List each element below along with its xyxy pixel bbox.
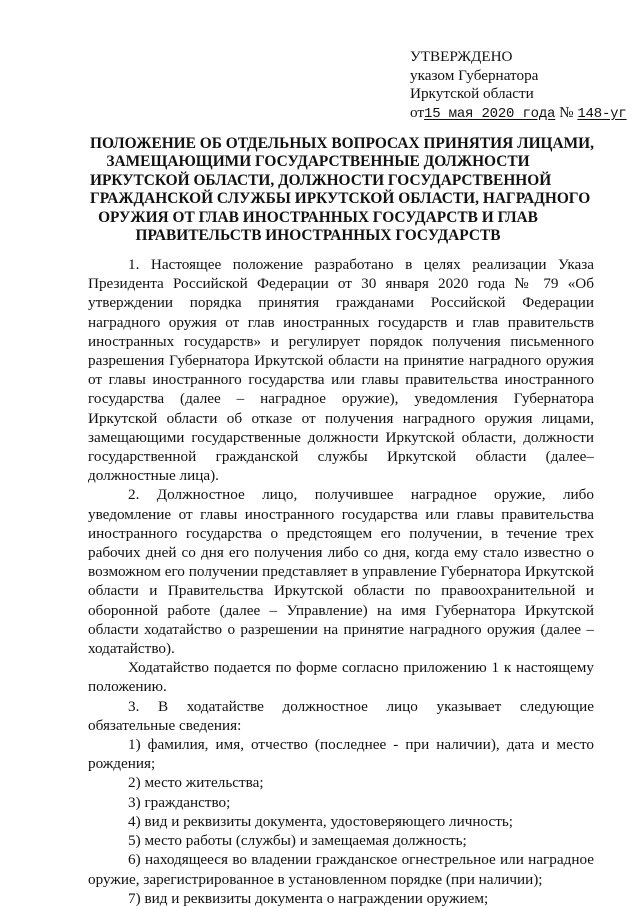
paragraph-4: 3. В ходатайстве должностное лицо указывает следующие обязательные сведения: <box>88 697 594 734</box>
document-body <box>88 255 594 908</box>
list-item: 1) фамилия, имя, отчество (последнее - при наличии), дата и место рождения; <box>88 736 594 773</box>
list-item: 2) место жительства; <box>128 774 264 792</box>
approval-date-prefix: от <box>410 103 425 121</box>
approval-number: 148-уг <box>577 105 627 122</box>
approval-stamp <box>410 48 635 123</box>
title-line: ЗАМЕЩАЮЩИМИ ГОСУДАРСТВЕННЫЕ ДОЛЖНОСТИ <box>106 153 530 171</box>
list-item: 3) гражданство; <box>128 793 231 811</box>
title-line: ПОЛОЖЕНИЕ ОБ ОТДЕЛЬНЫХ ВОПРОСАХ ПРИНЯТИЯ ЛИЦАМИ, <box>90 135 594 152</box>
title-line: ОРУЖИЯ ОТ ГЛАВ ИНОСТРАННЫХ ГОСУДАРСТВ И ГЛАВ <box>98 208 538 226</box>
paragraph-3: Ходатайство подается по форме согласно приложению 1 к настоящему положению. <box>88 659 594 696</box>
paragraph-2: 2. Должностное лицо, получившее наградное оружие, либо уведомление от главы иностранного государства или главы правительства иностранного государства о предстоящем его получении, в течение трех рабочих дней со дня его получения либо со дня, когда ему стало известно о возможном его получении представляет в управление Губернатора Иркутской области и Правительства Иркутской области по правоохранительной и оборонной работе (далее – Управление) на имя Губернатора Иркутской области ходатайство о разрешении на принятие наградного оружия (далее – ходатайство). <box>88 486 594 658</box>
approval-date: 15 мая 2020 года <box>424 105 556 122</box>
approval-number-prefix: № <box>559 103 574 121</box>
title-line: ИРКУТСКОЙ ОБЛАСТИ, ДОЛЖНОСТИ ГОСУДАРСТВЕННОЙ <box>90 171 552 189</box>
approval-issuer: указом Губернатора <box>410 66 539 84</box>
approval-date-line <box>410 104 635 124</box>
title-line: ПРАВИТЕЛЬСТВ ИНОСТРАННЫХ ГОСУДАРСТВ <box>135 227 501 245</box>
list-item: 7) вид и реквизиты документа о награждении оружием; <box>128 889 489 907</box>
approval-region: Иркутской области <box>410 85 534 103</box>
title-line: ГРАЖДАНСКОЙ СЛУЖБЫ ИРКУТСКОЙ ОБЛАСТИ, НАГРАДНОГО <box>90 190 591 208</box>
document-title <box>90 135 594 245</box>
list-item: 5) место работы (службы) и замещаемая должность; <box>128 832 467 850</box>
approval-heading: УТВЕРЖДЕНО <box>410 48 513 65</box>
list-item: 6) находящееся во владении гражданское огнестрельное или наградное оружие, зарегистрированное в установленном порядке (при наличии); <box>88 851 594 888</box>
list-item: 4) вид и реквизиты документа, удостоверяющего личность; <box>128 812 513 830</box>
paragraph-1: 1. Настоящее положение разработано в целях реализации Указа Президента Российской Федерации от 30 января 2020 года № 79 «Об утверждении порядка принятия гражданами Российской Федерации наградного оружия от глав иностранных государств и глав правительств иностранных государств» и регулирует порядок получения письменного разрешения Губернатора Иркутской области на принятие наградного оружия от главы иностранного государства или главы правительства иностранного государства (далее – наградное оружие), уведомления Губернатора Иркутской области об отказе от получения наградного оружия лицами, замещающими государственные должности Иркутской области, должности государственной гражданской службы Иркутской области (далее–должностные лица). <box>88 256 594 485</box>
